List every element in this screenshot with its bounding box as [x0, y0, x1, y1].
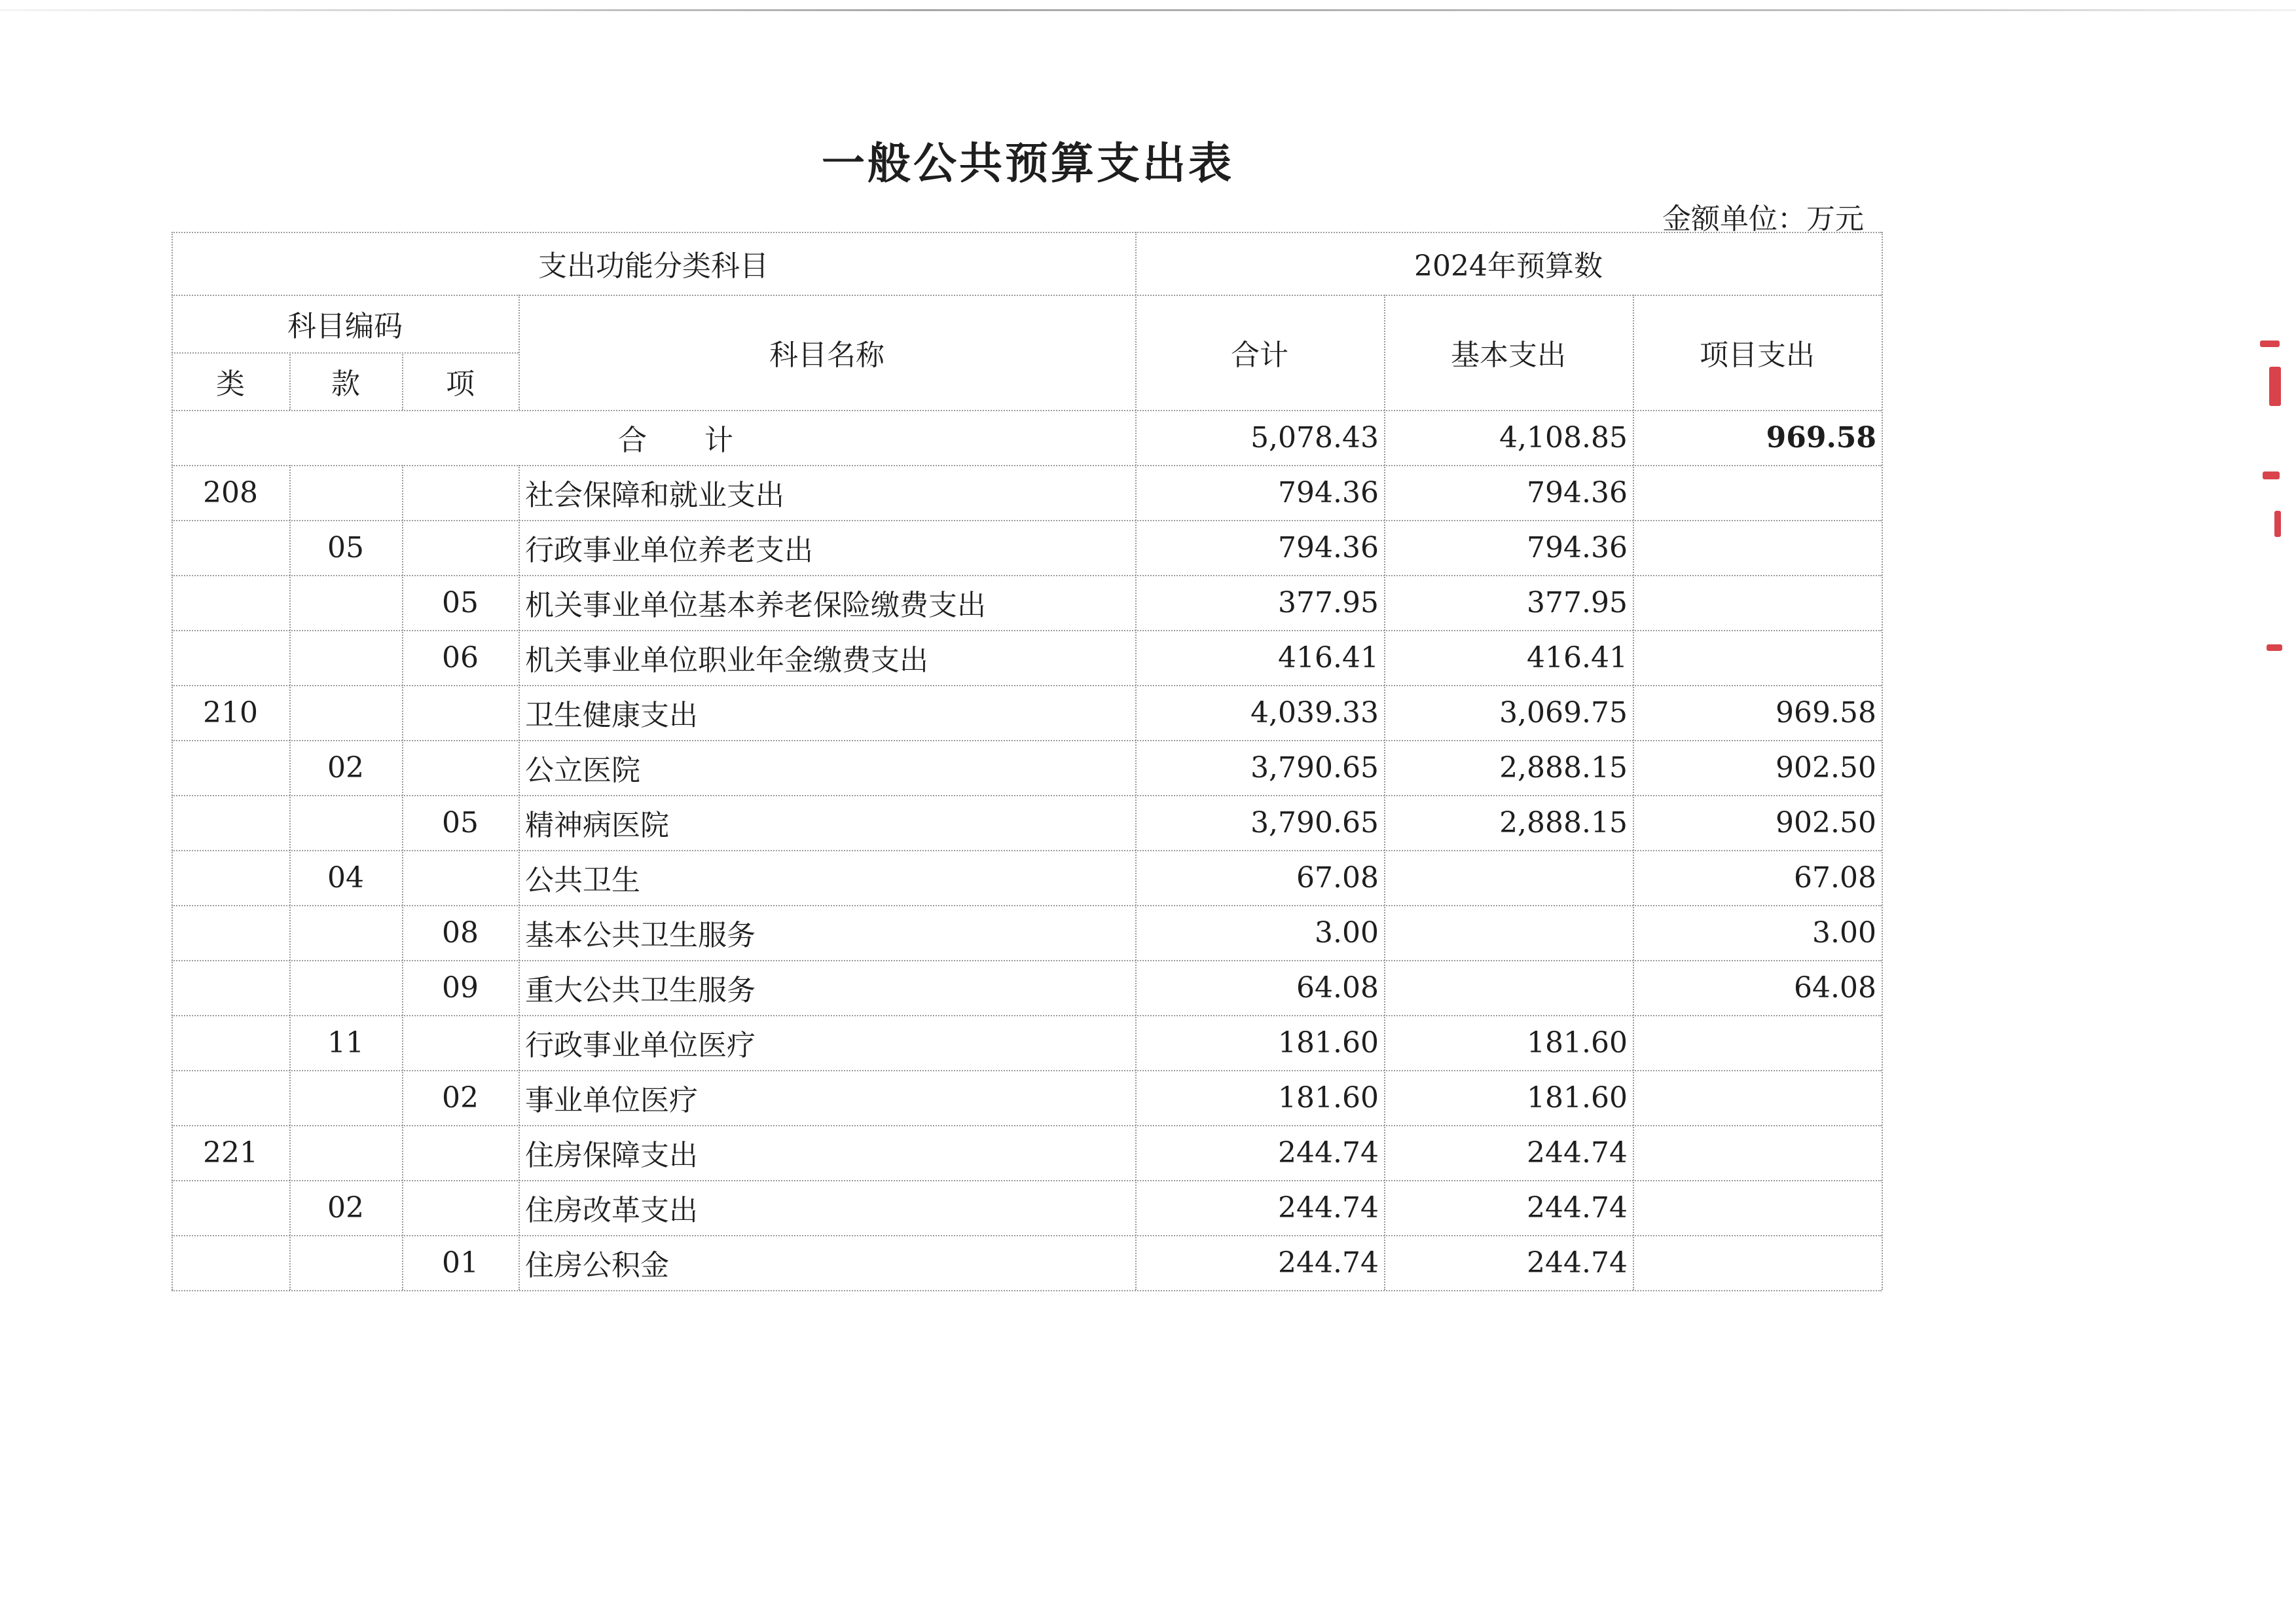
cell-code-kuan [289, 905, 402, 960]
grid-line [172, 905, 1882, 906]
cell-basic: 2,888.15 [1499, 805, 1628, 840]
cell-code-lei [172, 905, 289, 960]
cell-code-lei: 221 [203, 1135, 258, 1170]
total-row-project: 969.58 [1766, 420, 1876, 454]
red-stamp-mark [2267, 644, 2282, 651]
cell-code-lei [172, 520, 289, 575]
cell-code-lei [172, 740, 289, 795]
cell-basic [1384, 960, 1633, 1015]
cell-code-xiang: 01 [442, 1246, 479, 1280]
grid-line [172, 850, 1882, 851]
cell-code-lei [172, 850, 289, 905]
cell-total: 3,790.65 [1250, 750, 1379, 784]
cell-basic: 416.41 [1527, 640, 1628, 674]
header-code-kuan: 款 [331, 367, 360, 401]
cell-code-kuan [289, 960, 402, 1015]
cell-project [1633, 1235, 1882, 1290]
cell-code-xiang [402, 1015, 519, 1070]
cell-code-lei [172, 575, 289, 630]
cell-code-kuan: 04 [327, 860, 364, 895]
cell-code-kuan [289, 1235, 402, 1290]
grid-line [519, 295, 520, 410]
cell-total: 244.74 [1278, 1190, 1379, 1225]
cell-code-xiang [402, 685, 519, 740]
cell-code-kuan [289, 1125, 402, 1180]
header-total: 合计 [1231, 339, 1288, 372]
cell-basic: 794.36 [1527, 530, 1628, 564]
cell-item-name: 事业单位医疗 [525, 1084, 698, 1117]
cell-code-kuan [289, 1070, 402, 1125]
cell-code-lei [172, 1070, 289, 1125]
grid-line [519, 465, 520, 1290]
cell-code-xiang: 06 [442, 640, 479, 674]
cell-item-name: 重大公共卫生服务 [525, 974, 756, 1007]
cell-project: 67.08 [1794, 860, 1876, 895]
red-stamp-mark [2260, 341, 2280, 347]
cell-code-xiang [402, 465, 519, 520]
page-title: 一般公共预算支出表 [822, 138, 1234, 189]
cell-project: 64.08 [1794, 970, 1876, 1005]
grid-line [172, 1125, 1882, 1126]
cell-code-xiang: 05 [442, 805, 479, 840]
budget-expenditure-table [172, 232, 1882, 1293]
amount-unit-label: 金额单位：万元 [1662, 202, 1864, 236]
cell-code-lei [172, 1015, 289, 1070]
cell-code-lei [172, 630, 289, 685]
grid-line [1384, 295, 1385, 1290]
cell-total: 3,790.65 [1250, 805, 1379, 840]
grid-line [172, 465, 1882, 466]
cell-basic: 3,069.75 [1499, 695, 1628, 729]
cell-code-xiang: 02 [442, 1080, 479, 1115]
cell-total: 416.41 [1278, 640, 1379, 674]
cell-item-name: 卫生健康支出 [525, 699, 698, 732]
header-project-expenditure: 项目支出 [1700, 339, 1815, 372]
cell-code-kuan: 02 [327, 1190, 364, 1225]
cell-basic [1384, 905, 1633, 960]
cell-code-kuan [289, 630, 402, 685]
red-stamp-mark [2269, 367, 2281, 406]
grid-line [289, 352, 291, 410]
header-code-xiang: 项 [446, 367, 475, 401]
cell-code-kuan: 11 [327, 1025, 364, 1060]
cell-project [1633, 1070, 1882, 1125]
cell-total: 181.60 [1278, 1080, 1379, 1115]
cell-code-kuan: 05 [327, 530, 364, 564]
cell-basic: 2,888.15 [1499, 750, 1628, 784]
cell-total: 4,039.33 [1250, 695, 1379, 729]
cell-basic: 244.74 [1527, 1135, 1628, 1170]
header-code-lei: 类 [216, 367, 245, 401]
grid-line [1882, 232, 1883, 1290]
cell-project [1633, 575, 1882, 630]
cell-item-name: 精神病医院 [525, 809, 669, 842]
cell-total: 67.08 [1296, 860, 1379, 895]
grid-line [1633, 295, 1634, 1290]
grid-line [172, 1235, 1882, 1236]
grid-line [172, 1070, 1882, 1071]
grid-line [172, 1290, 1882, 1291]
grid-line [172, 630, 1882, 631]
grid-line [402, 352, 403, 410]
cell-code-lei: 210 [203, 695, 258, 729]
header-category-group: 支出功能分类科目 [538, 249, 769, 283]
cell-project [1633, 1180, 1882, 1235]
grid-line [172, 410, 1882, 411]
grid-line [172, 352, 519, 354]
cell-basic: 794.36 [1527, 475, 1628, 509]
cell-code-lei [172, 1180, 289, 1235]
cell-item-name: 行政事业单位医疗 [525, 1029, 756, 1062]
cell-code-xiang [402, 850, 519, 905]
cell-project [1633, 630, 1882, 685]
cell-basic: 244.74 [1527, 1190, 1628, 1225]
cell-code-kuan [289, 465, 402, 520]
cell-code-xiang: 05 [442, 585, 479, 619]
cell-code-xiang: 09 [442, 970, 479, 1005]
cell-item-name: 社会保障和就业支出 [525, 479, 784, 512]
cell-project [1633, 1015, 1882, 1070]
cell-item-name: 公立医院 [525, 754, 640, 787]
header-budget-group: 2024年预算数 [1414, 249, 1603, 283]
cell-project [1633, 465, 1882, 520]
cell-item-name: 公共卫生 [525, 864, 640, 897]
grid-line [172, 520, 1882, 521]
cell-code-lei [172, 795, 289, 850]
cell-item-name: 基本公共卫生服务 [525, 919, 756, 952]
cell-total: 794.36 [1278, 475, 1379, 509]
grid-line [1135, 232, 1137, 1290]
total-row-total: 5,078.43 [1250, 420, 1379, 454]
cell-project [1633, 1125, 1882, 1180]
cell-code-kuan [289, 575, 402, 630]
grid-line [172, 575, 1882, 576]
cell-code-xiang [402, 1180, 519, 1235]
cell-total: 181.60 [1278, 1025, 1379, 1060]
grid-line [172, 295, 1882, 296]
cell-total: 794.36 [1278, 530, 1379, 564]
cell-project: 902.50 [1776, 805, 1876, 840]
cell-basic: 181.60 [1527, 1025, 1628, 1060]
cell-code-xiang [402, 520, 519, 575]
cell-code-lei [172, 960, 289, 1015]
cell-project: 969.58 [1776, 695, 1876, 729]
cell-code-xiang: 08 [442, 915, 479, 950]
cell-item-name: 住房保障支出 [525, 1139, 698, 1172]
cell-code-lei [172, 1235, 289, 1290]
cell-total: 244.74 [1278, 1135, 1379, 1170]
header-code-group: 科目编码 [287, 310, 403, 343]
cell-code-xiang [402, 740, 519, 795]
cell-code-kuan [289, 685, 402, 740]
cell-total: 377.95 [1278, 585, 1379, 619]
cell-item-name: 行政事业单位养老支出 [525, 534, 813, 567]
cell-basic [1384, 850, 1633, 905]
cell-code-lei: 208 [203, 475, 258, 509]
grid-line [172, 795, 1882, 796]
cell-item-name: 住房公积金 [525, 1249, 669, 1282]
cell-project: 3.00 [1812, 915, 1876, 950]
grid-line [289, 465, 291, 1290]
grid-line [172, 1015, 1882, 1016]
scan-edge-line [0, 9, 2296, 11]
cell-item-name: 机关事业单位职业年金缴费支出 [525, 644, 928, 677]
cell-code-kuan: 02 [327, 750, 364, 784]
cell-total: 64.08 [1296, 970, 1379, 1005]
red-stamp-mark [2263, 471, 2280, 479]
header-item-name: 科目名称 [769, 339, 884, 372]
cell-code-xiang [402, 1125, 519, 1180]
cell-code-kuan [289, 795, 402, 850]
cell-basic: 181.60 [1527, 1080, 1628, 1115]
grid-line [172, 1180, 1882, 1181]
cell-total: 244.74 [1278, 1246, 1379, 1280]
grid-line [402, 465, 403, 1290]
cell-total: 3.00 [1315, 915, 1379, 950]
grid-line [172, 232, 173, 1290]
grid-line [172, 740, 1882, 741]
cell-item-name: 机关事业单位基本养老保险缴费支出 [525, 589, 986, 622]
cell-project: 902.50 [1776, 750, 1876, 784]
grid-line [172, 232, 1882, 233]
grid-line [172, 685, 1882, 686]
total-row-label: 合 计 [618, 424, 733, 457]
grid-line [172, 960, 1882, 961]
red-stamp-mark [2274, 511, 2281, 537]
cell-basic: 377.95 [1527, 585, 1628, 619]
cell-project [1633, 520, 1882, 575]
total-row-basic: 4,108.85 [1499, 420, 1628, 454]
cell-item-name: 住房改革支出 [525, 1194, 698, 1227]
header-basic-expenditure: 基本支出 [1451, 339, 1566, 372]
cell-basic: 244.74 [1527, 1246, 1628, 1280]
